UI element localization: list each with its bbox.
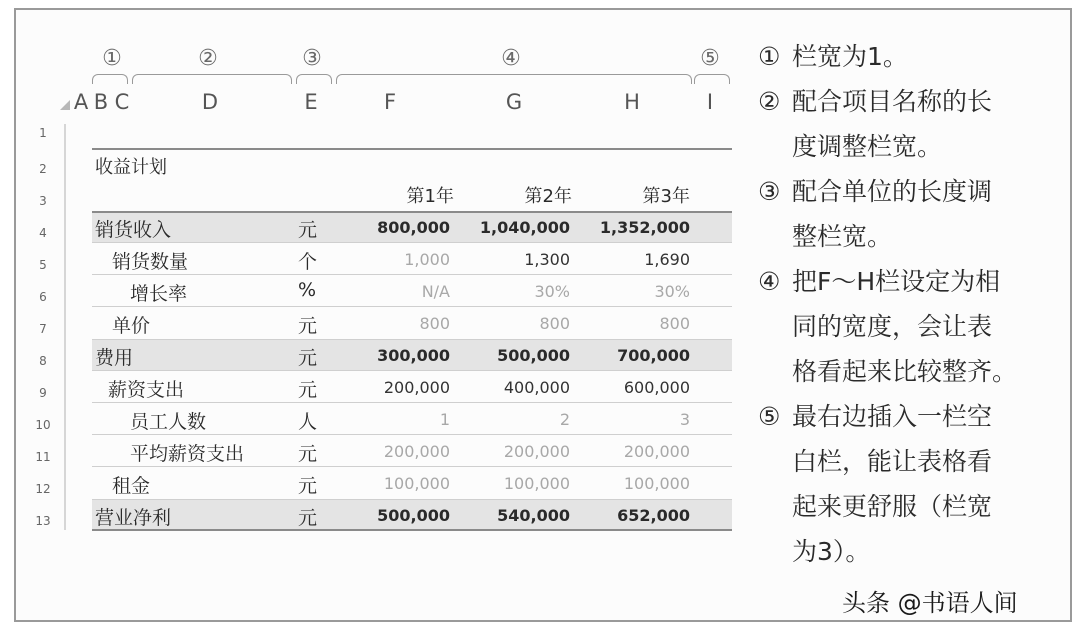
year-header-1: 第1年 bbox=[406, 186, 454, 207]
cell-value[interactable]: 100,000 bbox=[503, 474, 570, 493]
cell-value[interactable]: 1 bbox=[439, 410, 450, 429]
header-rule bbox=[92, 211, 732, 213]
callout-3: ③ bbox=[302, 46, 322, 71]
year-header-3: 第3年 bbox=[642, 186, 690, 207]
col-header-f[interactable]: F bbox=[383, 90, 397, 114]
callout-brace-5 bbox=[694, 74, 730, 84]
callout-5: ⑤ bbox=[700, 46, 720, 71]
col-header-d[interactable]: D bbox=[201, 90, 219, 114]
note-line bbox=[758, 214, 1058, 259]
cell-value[interactable]: 600,000 bbox=[623, 378, 690, 397]
row-label-headcount: 员工人数 bbox=[130, 411, 207, 433]
cell-value[interactable]: 800 bbox=[419, 314, 450, 333]
row-unit: 元 bbox=[298, 443, 318, 465]
col-header-h[interactable]: H bbox=[624, 90, 640, 114]
col-header-b[interactable]: B bbox=[93, 90, 109, 114]
note-line bbox=[758, 529, 1058, 574]
row-number[interactable]: 6 bbox=[39, 290, 47, 304]
row-label-avg-salary: 平均薪资支出 bbox=[130, 443, 245, 465]
cell-value[interactable]: 200,000 bbox=[503, 442, 570, 461]
note-line bbox=[758, 349, 1058, 394]
col-header-c[interactable]: C bbox=[114, 90, 130, 114]
cell-value[interactable]: 30% bbox=[654, 282, 690, 301]
row-unit: 个 bbox=[298, 251, 318, 273]
row-number[interactable]: 4 bbox=[39, 226, 47, 240]
cell-value[interactable]: 800 bbox=[539, 314, 570, 333]
note-text: 整栏宽。 bbox=[792, 222, 893, 251]
row-rule bbox=[92, 274, 732, 275]
year-header-2: 第2年 bbox=[524, 186, 572, 207]
note-text: 最右边插入一栏空 bbox=[792, 402, 993, 431]
note-marker: ② bbox=[758, 87, 781, 116]
row-rule bbox=[92, 434, 732, 435]
row-rule bbox=[92, 370, 732, 371]
cell-value[interactable]: 800,000 bbox=[377, 218, 450, 237]
note-line bbox=[758, 34, 1058, 79]
row-unit: 元 bbox=[298, 475, 318, 497]
cell-value[interactable]: 1,040,000 bbox=[479, 218, 570, 237]
row-label-rent: 租金 bbox=[112, 475, 151, 497]
row-rule bbox=[92, 499, 732, 500]
note-line bbox=[758, 79, 1058, 124]
col-header-a[interactable]: A bbox=[73, 90, 89, 114]
row-label-net-income: 营业净利 bbox=[95, 507, 172, 529]
cell-value[interactable]: 400,000 bbox=[503, 378, 570, 397]
sheet-title: 收益计划 bbox=[95, 157, 167, 178]
note-line bbox=[758, 169, 1058, 214]
cell-value[interactable]: 1,690 bbox=[644, 250, 690, 269]
row-rule bbox=[92, 339, 732, 340]
cell-value[interactable]: 500,000 bbox=[497, 346, 570, 365]
cell-value[interactable]: 3 bbox=[679, 410, 690, 429]
row-number[interactable]: 13 bbox=[35, 514, 51, 528]
callout-2: ② bbox=[198, 46, 218, 71]
row-rule bbox=[92, 306, 732, 307]
row-unit: 元 bbox=[298, 347, 318, 369]
note-text: 格看起来比较整齐。 bbox=[792, 357, 1018, 386]
col-header-e[interactable]: E bbox=[304, 90, 318, 114]
bottom-rule bbox=[92, 529, 732, 531]
cell-value[interactable]: 30% bbox=[534, 282, 570, 301]
note-text: 配合单位的长度调 bbox=[792, 177, 993, 206]
callout-brace-1 bbox=[92, 74, 128, 84]
cell-value[interactable]: 100,000 bbox=[383, 474, 450, 493]
note-text: 配合项目名称的长 bbox=[792, 87, 993, 116]
note-marker: ⑤ bbox=[758, 402, 781, 431]
row-number[interactable]: 7 bbox=[39, 322, 47, 336]
row-rule bbox=[92, 466, 732, 467]
note-marker: ① bbox=[758, 42, 781, 71]
row-number[interactable]: 2 bbox=[39, 162, 47, 176]
row-number[interactable]: 5 bbox=[39, 258, 47, 272]
cell-value[interactable]: 540,000 bbox=[497, 506, 570, 525]
title-rule bbox=[92, 148, 732, 150]
watermark: 头条 @书语人间 bbox=[842, 589, 1018, 617]
row-label-expense: 费用 bbox=[95, 347, 134, 369]
row-rule bbox=[92, 402, 732, 403]
note-text: 为3）。 bbox=[792, 537, 871, 566]
cell-value[interactable]: 1,352,000 bbox=[599, 218, 690, 237]
note-line bbox=[758, 124, 1058, 169]
callout-brace-4 bbox=[336, 74, 692, 84]
row-label-salary: 薪资支出 bbox=[108, 379, 185, 401]
cell-value[interactable]: 652,000 bbox=[617, 506, 690, 525]
notes-panel bbox=[758, 34, 1058, 574]
cell-value[interactable]: 100,000 bbox=[623, 474, 690, 493]
callout-1: ① bbox=[102, 46, 122, 71]
note-text: 同的宽度，会让表 bbox=[792, 312, 993, 341]
select-all-corner[interactable] bbox=[60, 100, 70, 110]
col-header-g[interactable]: G bbox=[505, 90, 523, 114]
row-number[interactable]: 11 bbox=[35, 450, 51, 464]
row-header-divider bbox=[64, 124, 66, 530]
note-marker: ③ bbox=[758, 177, 781, 206]
row-unit: 元 bbox=[298, 507, 318, 529]
note-line bbox=[758, 484, 1058, 529]
row-unit: 元 bbox=[298, 315, 318, 337]
note-text: 栏宽为1。 bbox=[792, 42, 908, 71]
cell-value[interactable]: 1,300 bbox=[524, 250, 570, 269]
cell-value[interactable]: 2 bbox=[559, 410, 570, 429]
cell-value[interactable]: N/A bbox=[421, 282, 450, 301]
row-number[interactable]: 3 bbox=[39, 194, 47, 208]
row-unit: 元 bbox=[298, 379, 318, 401]
row-number[interactable]: 1 bbox=[39, 126, 47, 140]
note-line bbox=[758, 259, 1058, 304]
cell-value[interactable]: 300,000 bbox=[377, 346, 450, 365]
col-header-i[interactable]: I bbox=[706, 90, 714, 114]
cell-value[interactable]: 200,000 bbox=[383, 442, 450, 461]
note-text: 白栏，能让表格看 bbox=[792, 447, 993, 476]
row-rule bbox=[92, 242, 732, 243]
row-label-growth: 增长率 bbox=[130, 283, 188, 305]
callout-4: ④ bbox=[501, 46, 521, 71]
row-unit: % bbox=[298, 279, 317, 301]
note-line bbox=[758, 439, 1058, 484]
row-number[interactable]: 10 bbox=[35, 418, 51, 432]
row-label-sales-qty: 销货数量 bbox=[112, 251, 189, 273]
cell-value[interactable]: 500,000 bbox=[377, 506, 450, 525]
row-label-unit-price: 单价 bbox=[112, 315, 151, 337]
cell-value[interactable]: 1,000 bbox=[404, 250, 450, 269]
note-text: 度调整栏宽。 bbox=[792, 132, 943, 161]
row-number[interactable]: 9 bbox=[39, 386, 47, 400]
row-number[interactable]: 12 bbox=[35, 482, 51, 496]
row-number[interactable]: 8 bbox=[39, 354, 47, 368]
note-text: 把F～H栏设定为相 bbox=[792, 267, 1001, 296]
cell-value[interactable]: 800 bbox=[659, 314, 690, 333]
cell-value[interactable]: 200,000 bbox=[623, 442, 690, 461]
cell-value[interactable]: 700,000 bbox=[617, 346, 690, 365]
row-label-revenue: 销货收入 bbox=[95, 219, 172, 241]
callout-brace-3 bbox=[296, 74, 332, 84]
note-marker: ④ bbox=[758, 267, 781, 296]
callout-brace-2 bbox=[132, 74, 292, 84]
note-line bbox=[758, 394, 1058, 439]
row-unit: 人 bbox=[298, 411, 318, 433]
row-unit: 元 bbox=[298, 219, 318, 241]
note-text: 起来更舒服（栏宽 bbox=[792, 492, 993, 521]
note-line bbox=[758, 304, 1058, 349]
cell-value[interactable]: 200,000 bbox=[383, 378, 450, 397]
